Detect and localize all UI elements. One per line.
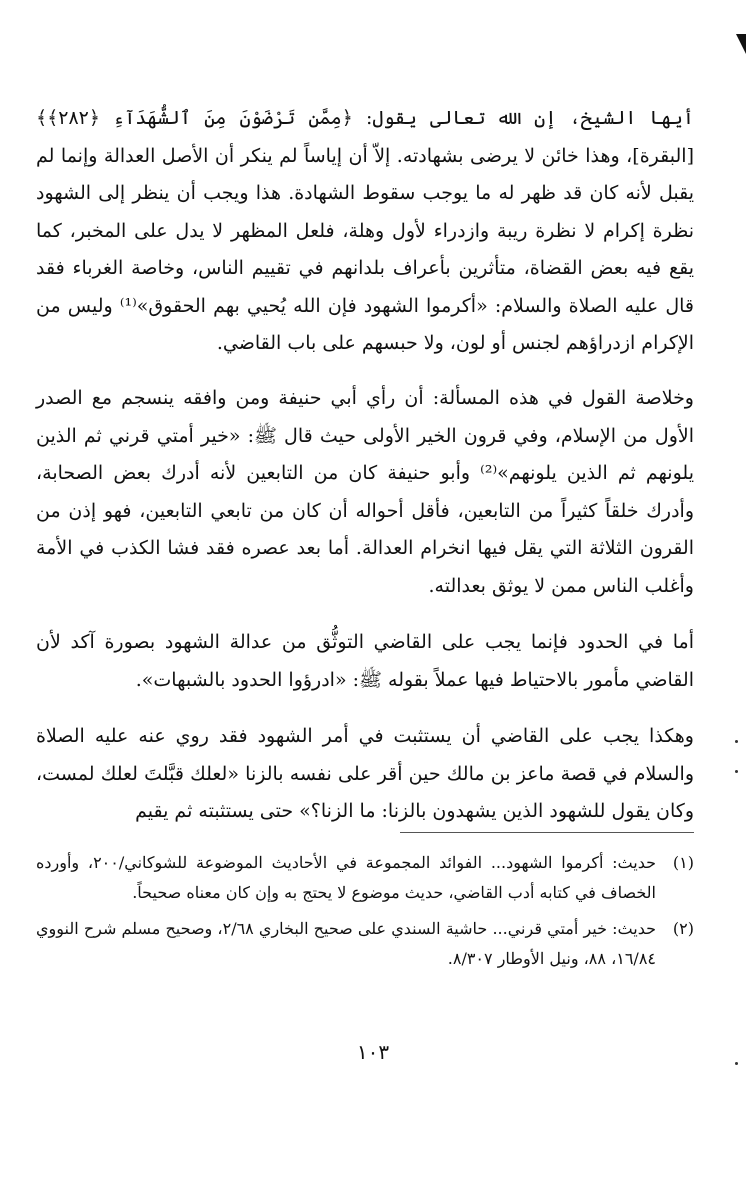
footnote-divider [400, 832, 694, 833]
paragraph-4 [36, 718, 694, 831]
paragraph-2-text: وخلاصة القول في هذه المسألة: أن رأي أبي حنيفة ومن وافقه ينسجم مع الصدر الأول من الإسلام، وفي قرون الخير الأولى حيث قال ﷺ: «خير أمتي قرني ثم الذين يلونهم ثم الذين يلونهم»⁽²⁾ وأبو حنيفة كان من التابعين لأنه أدرك بعض الصحابة، وأدرك خلقاً كثيراً من التابعين، فأقل أحواله أن كان من تابعي التابعين، فهو إذن من القرون الثلاثة التي يقل فيها انخرام العدالة. أما بعد عصره فقد فشا الكذب في الأمة وأغلب الناس ممن لا يوثق بعدالته. [36, 387, 694, 597]
paragraph-4-text: وهكذا يجب على القاضي أن يستثبت في أمر الشهود فقد روي عنه عليه الصلاة والسلام في قصة ماعز بن مالك حين أقر على نفسه بالزنا «لعلك قبَّلتَ لعلك لمست، وكان يقول للشهود الذين يشهدون بالزنا: ما الزنا؟» حتى يستثبته ثم يقيم [36, 725, 694, 822]
page-number: ١٠٣ [356, 1040, 390, 1064]
footnotes [36, 848, 694, 980]
paragraph-3 [36, 624, 694, 699]
paragraph-3-text: أما في الحدود فإنما يجب على القاضي التوثُّق من عدالة الشهود بصورة آكد لأن القاضي مأمور بالاحتياط فيها عملاً بقوله ﷺ: «ادرؤوا الحدود بالشبهات». [36, 631, 694, 691]
edge-dot [735, 770, 738, 773]
paragraph-1 [36, 100, 694, 363]
footnote-1-number: (١) [672, 853, 694, 872]
footnote-2-text: حديث: خير أمتي قرني... حاشية السندي على صحيح البخاري ٢/٦٨، وصحيح مسلم شرح النووي ١٦/٨٤، ٨٨، ونيل الأوطار ٨/٣٠٧. [36, 919, 657, 968]
paragraph-2 [36, 380, 694, 605]
edge-dot [735, 740, 738, 743]
corner-mark [736, 34, 746, 54]
footnote-2 [36, 914, 694, 974]
paragraph-1-text: أيها الشيخ، إن الله تعالى يقول: ﴿مِمَّن تَرْضَوْنَ مِنَ ٱلشُّهَدَآءِ ﴿٢٨٢﴾﴾ [البقرة]، وهذا خائن لا يرضى بشهادته. إلاّ أن إياساً لم ينكر أن الأصل العدالة وإنما لم يقبل لأنه كان قد ظهر له ما يوجب سقوط الشهادة. هذا ويجب أن ينظر إلى الشهود نظرة إكرام لا نظرة ريبة وازدراء لأول وهلة، فلعل المظهر لا يدل على المخبر، كما يقع فيه بعض القضاة، متأثرين بأعراف بلدانهم في تقييم الناس، وخاصة الغرباء فقد قال عليه الصلاة والسلام: «أكرموا الشهود فإن الله يُحيي بهم الحقوق»⁽¹⁾ وليس من الإكرام ازدراؤهم لجنس أو لون، ولا حبسهم على باب القاضي. [36, 107, 694, 354]
footnote-1-text: حديث: أكرموا الشهود... الفوائد المجموعة في الأحاديث الموضوعة للشوكاني/٢٠٠، وأورده الخصاف في كتابه أدب القاضي، حديث موضوع لا يحتج به وإن كان معناه صحيحاً. [36, 853, 656, 902]
footnote-1 [36, 848, 694, 908]
footnote-2-number: (٢) [672, 919, 694, 938]
